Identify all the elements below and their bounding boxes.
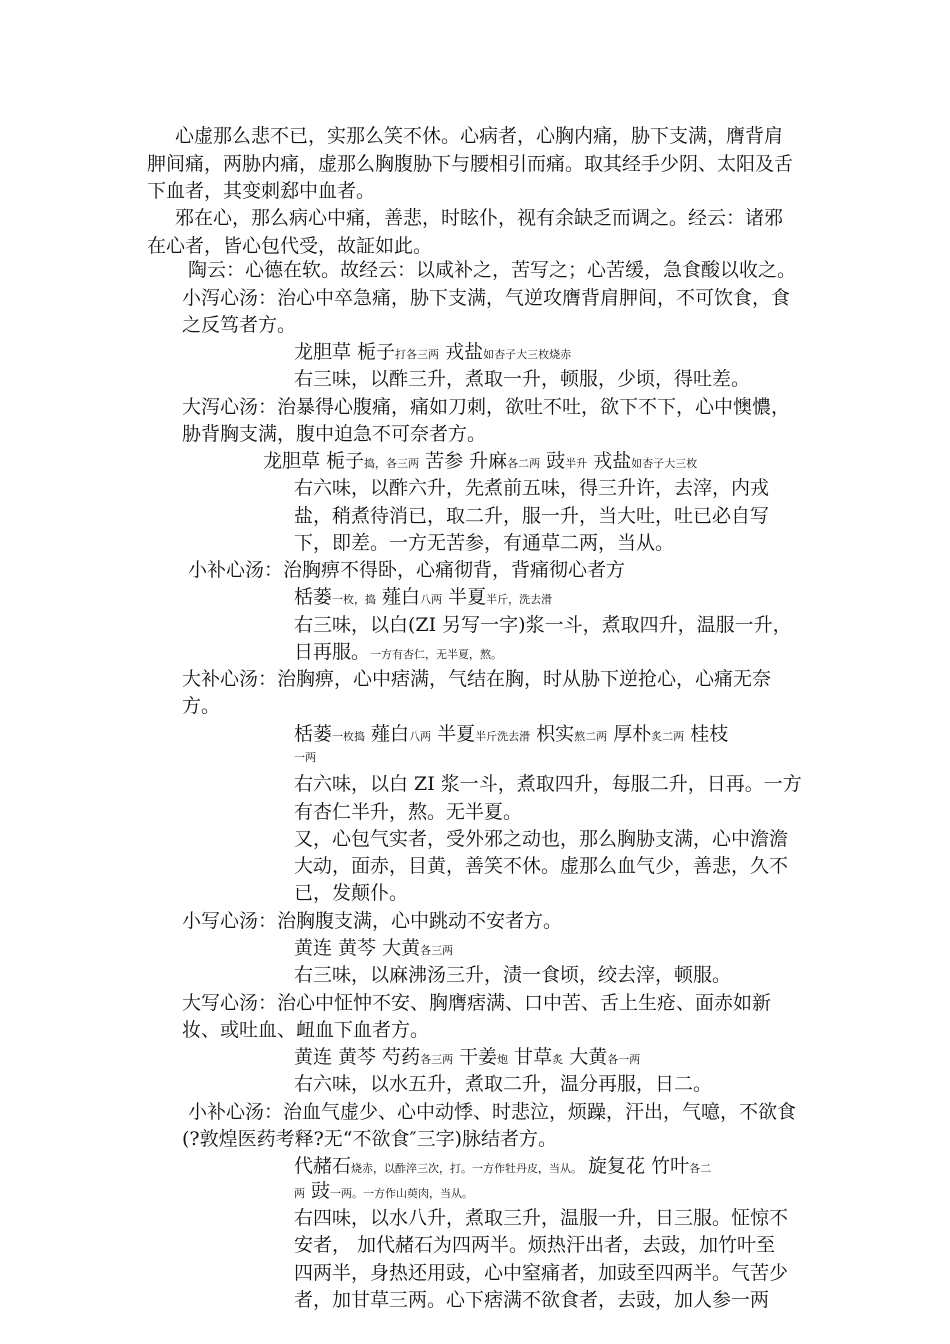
- ingredient-text: 戎盐: [439, 341, 484, 363]
- recipe-ingredients: [263, 449, 697, 476]
- ingredient-text: 桂枝: [684, 723, 729, 745]
- annotation: 如杏子大三枚: [631, 457, 698, 470]
- recipe-ingredients: [294, 1179, 473, 1206]
- text-line: 妆、或吐血、衄血下血者方。: [182, 1019, 430, 1041]
- text-line: [294, 640, 502, 667]
- text-line: 心虚那么悲不已，实那么笑不休。心病者，心胸内痛，胁下支满，膺背肩: [175, 125, 784, 147]
- annotation: 半升: [565, 457, 588, 470]
- text-line: 陶云：心德在软。故经云：以咸补之，苦写之；心苦缓，急食酸以收之。: [188, 259, 797, 281]
- ingredient-text: 干姜: [453, 1046, 498, 1068]
- ingredient-text: 薤白: [376, 586, 421, 608]
- annotation: 八两: [420, 593, 443, 606]
- text-line: 小补心汤：治胸痹不得卧，心痛彻背，背痛彻心者方: [188, 559, 626, 581]
- text-line: 小补心汤：治血气虚少、心中动悸、时悲泣，烦躁，汗出，气噫，不欲食: [188, 1101, 797, 1123]
- annotation: 一枚捣: [332, 730, 366, 743]
- annotation: 各三两: [420, 1053, 454, 1066]
- text-line: 下，即差。一方无苦参，有通草二两，当从。: [294, 532, 675, 554]
- text-line: 右四味，以水八升，煮取三升，温服一升，日三服。怔惊不: [294, 1207, 789, 1229]
- ingredient-text: 大黄: [563, 1046, 608, 1068]
- annotation: 各二: [689, 1162, 712, 1175]
- ingredient-text: 黄连 黄芩 芍药: [294, 1046, 421, 1068]
- text-line: 邪在心，那么病心中痛，善悲，时眩仆，视有余缺乏而调之。经云：诸邪: [175, 207, 784, 229]
- text-line: 盐，稍煮待消已，取二升，服一升，当大吐，吐已必自写: [294, 505, 770, 527]
- text-line: 方。: [182, 695, 221, 717]
- annotation-line: 一两: [294, 751, 316, 764]
- ingredient-text: 戎盐: [587, 450, 632, 472]
- ingredient-text: 厚朴: [607, 723, 652, 745]
- ingredient-text: 龙胆草 栀子: [294, 341, 396, 363]
- text-line: 右六味，以酢六升，先煮前五味，得三升许，去滓，内戎: [294, 477, 770, 499]
- text-line: 胁背胸支满，腹中迫急不可奈者方。: [182, 423, 487, 445]
- text-line: 小写心汤：治胸腹支满，心中跳动不安者方。: [182, 910, 563, 932]
- text-line: 安者， 加代赭石为四两半。烦热汗出者，去豉，加竹叶至: [294, 1234, 776, 1256]
- ingredient-text: 薤白: [365, 723, 410, 745]
- text-line: (?敦煌医药考释?无“不欲食″三字)脉结者方。: [182, 1128, 558, 1150]
- annotation: 一方有杏仁，无半夏，熬。: [370, 648, 503, 661]
- text-line: 又，心包气实者，受外邪之动也，那么胸胁支满，心中澹澹: [294, 828, 789, 850]
- text-line: 大写心汤：治心中怔忡不安、胸膺痞满、口中苦、舌上生疮、面赤如新: [182, 992, 772, 1014]
- text-line: 大泻心汤：治暴得心腹痛，痛如刀刺，欲吐不吐，欲下不下，心中懊憹，: [182, 396, 791, 418]
- recipe-ingredients: [294, 585, 552, 612]
- text-line: 右三味，以白(ZI 另写一字)浆一斗，煮取四升，温服一升，: [294, 614, 792, 636]
- annotation: 一枚，捣: [332, 593, 377, 606]
- annotation: 各三两: [420, 944, 454, 957]
- text-line: 右六味，以水五升，煮取二升，温分再服，日二。: [294, 1073, 713, 1095]
- annotation: 各二两: [507, 457, 541, 470]
- annotation: 炙二两: [651, 730, 685, 743]
- recipe-ingredients: [294, 1154, 711, 1181]
- text-line: 胛间痛，两胁内痛，虚那么胸腹胁下与腰相引而痛。取其经手少阴、太阳及舌: [147, 153, 794, 175]
- annotation: 捣，各三两: [364, 457, 420, 470]
- ingredient-text: 栝蒌: [294, 586, 333, 608]
- annotation: 烧赤，以酢淬三次，打。一方作牡丹皮，当从。: [351, 1162, 583, 1175]
- ingredient-text: 旋复花 竹叶: [582, 1155, 690, 1177]
- ingredient-text: 半夏: [431, 723, 476, 745]
- text-line: 右三味，以麻沸汤三升，渍一食顷，绞去滓，顿服。: [294, 964, 732, 986]
- text-segment: 日再服。: [294, 641, 371, 663]
- ingredient-text: 豉: [305, 1180, 331, 1202]
- annotation: 各一两: [607, 1053, 641, 1066]
- recipe-ingredients: [294, 340, 571, 367]
- annotation: 八两: [409, 730, 432, 743]
- text-line: 右三味，以酢三升，煮取一升，顿服，少顷，得吐差。: [294, 368, 751, 390]
- recipe-ingredients: [294, 936, 453, 963]
- text-line: 大补心汤：治胸痹，心中痞满，气结在胸，时从胁下逆抢心，心痛无奈: [182, 668, 772, 690]
- annotation: 半斤洗去滑: [475, 730, 531, 743]
- annotation: 打各三两: [395, 348, 440, 361]
- text-line: 之反笃者方。: [182, 314, 297, 336]
- annotation: 如杏子大三枚烧赤: [483, 348, 572, 361]
- ingredient-text: 黄连 黄芩 大黄: [294, 937, 421, 959]
- text-line: 右六味，以白 ZI 浆一斗，煮取四升，每服二升，日再。一方: [294, 773, 802, 795]
- ingredient-text: 枳实: [530, 723, 575, 745]
- text-line: 已，发颠仆。: [294, 882, 409, 904]
- ingredient-text: 苦参 升麻: [419, 450, 508, 472]
- annotation: 炙: [552, 1053, 564, 1066]
- text-line: 小泻心汤：治心中卒急痛，胁下支满，气逆攻膺背肩胛间，不可饮食，食: [182, 287, 791, 309]
- annotation: 一两。一方作山萸肉，当从。: [330, 1187, 474, 1200]
- ingredient-text: 栝蒌: [294, 723, 333, 745]
- ingredient-text: 豉: [540, 450, 566, 472]
- annotation: 炮: [497, 1053, 509, 1066]
- text-line: 在心者，皆心包代受，故証如此。: [147, 235, 433, 257]
- ingredient-text: 代赭石: [294, 1155, 352, 1177]
- annotation: 熬二两: [574, 730, 608, 743]
- text-line: 下血者，其变刺郄中血者。: [147, 180, 376, 202]
- recipe-ingredients: [294, 722, 728, 749]
- recipe-ingredients: [294, 1045, 640, 1072]
- text-line: 有杏仁半升，熬。无半夏。: [294, 801, 523, 823]
- annotation: 两: [294, 1187, 305, 1200]
- text-line: 者，加甘草三两。心下痞满不欲食者，去豉，加人参一两: [294, 1289, 770, 1311]
- text-line: 四两半，身热还用豉，心中窒痛者，加豉至四两半。气苦少: [294, 1262, 789, 1284]
- ingredient-text: 龙胆草 栀子: [263, 450, 365, 472]
- ingredient-text: 甘草: [508, 1046, 553, 1068]
- ingredient-text: 半夏: [442, 586, 487, 608]
- text-line: 大动，面赤，目黄，善笑不休。虚那么血气少，善悲，久不: [294, 855, 789, 877]
- annotation: 半斤，洗去滑: [486, 593, 553, 606]
